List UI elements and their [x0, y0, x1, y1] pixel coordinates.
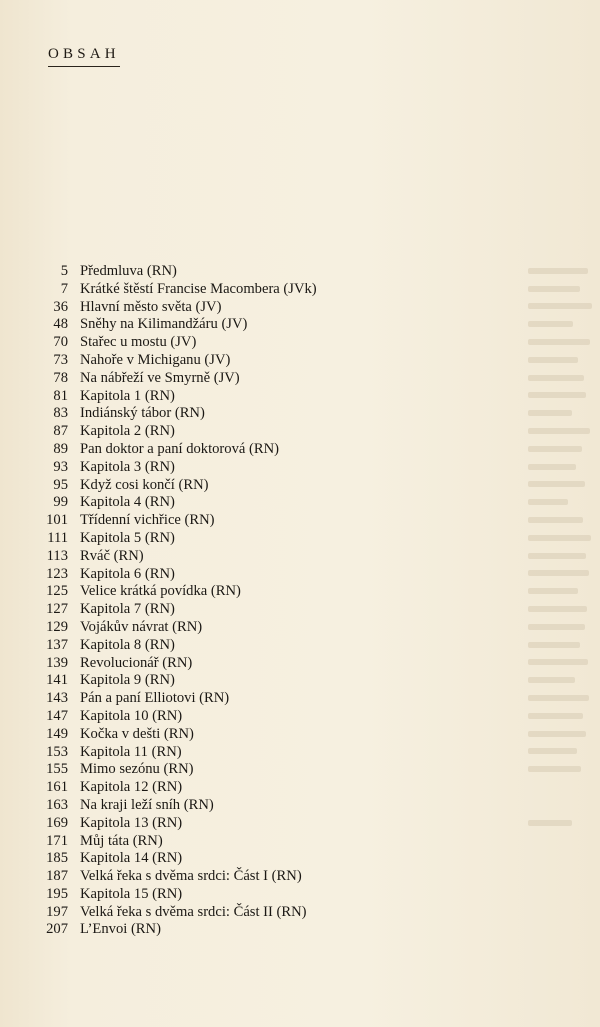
- toc-page-number: 113: [46, 547, 68, 564]
- bleed-through-line: [528, 832, 600, 850]
- bleed-through-line: [528, 298, 600, 316]
- bleed-through-line: [528, 885, 600, 903]
- toc-entry: [30, 672, 450, 690]
- toc-entry: [30, 316, 450, 334]
- toc-entry: [30, 566, 450, 584]
- toc-entry-title: Na kraji leží sníh (RN): [80, 796, 214, 813]
- toc-page-number: 78: [53, 369, 68, 386]
- toc-page-number: 169: [46, 814, 68, 831]
- toc-entry: [30, 868, 450, 886]
- toc-entry-title: Kapitola 12 (RN): [80, 779, 183, 796]
- bleed-through-line: [528, 333, 600, 351]
- toc-page-number: 111: [47, 529, 68, 546]
- toc-entry-title: Hlavní město světa (JV): [80, 298, 222, 315]
- toc-page-number: 7: [60, 280, 68, 297]
- toc-entry-title: Kapitola 7 (RN): [80, 601, 175, 618]
- toc-entry-title: Rváč (RN): [80, 547, 144, 564]
- toc-page-number: 73: [53, 351, 68, 368]
- toc-entry: [30, 619, 450, 637]
- toc-entry-title: Indiánský tábor (RN): [80, 405, 205, 422]
- bleed-through-text: [528, 262, 600, 938]
- toc-entry: [30, 601, 450, 619]
- toc-page-number: 137: [46, 636, 68, 653]
- toc-entry: [30, 423, 450, 441]
- bleed-through-line: [528, 404, 600, 422]
- bleed-through-line: [528, 440, 600, 458]
- toc-entry: [30, 459, 450, 477]
- toc-entry-title: Pan doktor a paní doktorová (RN): [80, 440, 280, 457]
- bleed-through-line: [528, 778, 600, 796]
- toc-entry: [30, 334, 450, 352]
- toc-page-number: 141: [46, 672, 68, 689]
- bleed-through-line: [528, 262, 600, 280]
- toc-page-number: 129: [46, 618, 68, 635]
- toc-page-number: 127: [46, 601, 68, 618]
- toc-entry-title: Kapitola 6 (RN): [80, 565, 175, 582]
- toc-page-number: 185: [46, 850, 68, 867]
- toc-entry: [30, 281, 450, 299]
- bleed-through-line: [528, 636, 600, 654]
- toc-entry-title: Kapitola 15 (RN): [80, 885, 183, 902]
- toc-entry: [30, 352, 450, 370]
- toc-page-number: 147: [46, 707, 68, 724]
- bleed-through-line: [528, 387, 600, 405]
- toc-entry-title: Krátké štěstí Francise Macombera (JVk): [80, 280, 317, 297]
- toc-entry-title: Mimo sezónu (RN): [80, 761, 194, 778]
- toc-page-number: 70: [53, 334, 68, 351]
- bleed-through-line: [528, 654, 600, 672]
- bleed-through-line: [528, 671, 600, 689]
- toc-entry: [30, 405, 450, 423]
- toc-entry-title: Kapitola 5 (RN): [80, 529, 175, 546]
- toc-page-number: 48: [53, 316, 68, 333]
- toc-entry: [30, 779, 450, 797]
- toc-entry-title: Velice krátká povídka (RN): [80, 583, 241, 600]
- toc-page-number: 89: [53, 440, 68, 457]
- toc-entry: [30, 708, 450, 726]
- page-title: OBSAH: [48, 46, 120, 67]
- toc-entry: [30, 815, 450, 833]
- toc-entry-title: Revolucionář (RN): [80, 654, 193, 671]
- toc-page-number: 155: [46, 761, 68, 778]
- toc-entry: [30, 921, 450, 939]
- toc-entry: [30, 850, 450, 868]
- toc-entry: [30, 744, 450, 762]
- toc-entry-title: Kapitola 2 (RN): [80, 423, 175, 440]
- toc-entry-title: Stařec u mostu (JV): [80, 334, 197, 351]
- toc-entry-title: L’Envoi (RN): [80, 921, 161, 938]
- bleed-through-line: [528, 493, 600, 511]
- bleed-through-line: [528, 476, 600, 494]
- bleed-through-line: [528, 458, 600, 476]
- toc-entry-title: Kapitola 10 (RN): [80, 707, 183, 724]
- bleed-through-line: [528, 707, 600, 725]
- toc-entry-title: Kapitola 11 (RN): [80, 743, 182, 760]
- toc-entry-title: Když cosi končí (RN): [80, 476, 209, 493]
- bleed-through-line: [528, 760, 600, 778]
- toc-entry: [30, 441, 450, 459]
- bleed-through-line: [528, 743, 600, 761]
- toc-entry-title: Kapitola 13 (RN): [80, 814, 183, 831]
- toc-page-number: 187: [46, 868, 68, 885]
- toc-page-number: 153: [46, 743, 68, 760]
- bleed-through-line: [528, 867, 600, 885]
- bleed-through-line: [528, 903, 600, 921]
- toc-page-number: 101: [46, 512, 68, 529]
- toc-entry: [30, 655, 450, 673]
- toc-page-number: 171: [46, 832, 68, 849]
- toc-page-number: 125: [46, 583, 68, 600]
- toc-entry-title: Sněhy na Kilimandžáru (JV): [80, 316, 248, 333]
- toc-entry-title: Kapitola 14 (RN): [80, 850, 183, 867]
- bleed-through-line: [528, 849, 600, 867]
- toc-entry-title: Kapitola 8 (RN): [80, 636, 175, 653]
- toc-entry-title: Předmluva (RN): [80, 263, 177, 279]
- toc-entry: [30, 797, 450, 815]
- toc-entry-title: Kočka v dešti (RN): [80, 725, 194, 742]
- bleed-through-line: [528, 565, 600, 583]
- bleed-through-line: [528, 618, 600, 636]
- toc-page-number: 163: [46, 796, 68, 813]
- toc-page-number: 81: [53, 387, 68, 404]
- toc-entry: [30, 690, 450, 708]
- toc-page-number: 207: [46, 921, 68, 938]
- toc-page-number: 143: [46, 690, 68, 707]
- bleed-through-line: [528, 511, 600, 529]
- bleed-through-line: [528, 547, 600, 565]
- toc-page-number: 87: [53, 423, 68, 440]
- toc-entry: [30, 512, 450, 530]
- toc-entry-title: Kapitola 4 (RN): [80, 494, 175, 511]
- bleed-through-line: [528, 422, 600, 440]
- toc-page-number: 5: [60, 263, 68, 279]
- toc-entry-title: Kapitola 9 (RN): [80, 672, 175, 689]
- toc-entry-title: Velká řeka s dvěma srdci: Část II (RN): [80, 903, 307, 920]
- toc-page-number: 195: [46, 885, 68, 902]
- toc-entry: [30, 833, 450, 851]
- toc-entry: [30, 263, 450, 281]
- bleed-through-line: [528, 582, 600, 600]
- toc-entry: [30, 370, 450, 388]
- toc-entry-title: Velká řeka s dvěma srdci: Část I (RN): [80, 868, 302, 885]
- toc-entry: [30, 886, 450, 904]
- toc-page-number: 36: [53, 298, 68, 315]
- toc-entry: [30, 299, 450, 317]
- toc-entry-title: Vojákův návrat (RN): [80, 618, 203, 635]
- toc-entry: [30, 761, 450, 779]
- toc-page-number: 123: [46, 565, 68, 582]
- toc-entry: [30, 583, 450, 601]
- bleed-through-line: [528, 920, 600, 938]
- bleed-through-line: [528, 725, 600, 743]
- toc-page-number: 95: [53, 476, 68, 493]
- toc-entry-title: Kapitola 1 (RN): [80, 387, 175, 404]
- toc-page-number: 93: [53, 458, 68, 475]
- toc-entry-title: Můj táta (RN): [80, 832, 163, 849]
- table-of-contents: [30, 263, 450, 939]
- toc-entry: [30, 530, 450, 548]
- toc-entry-title: Pán a paní Elliotovi (RN): [80, 690, 230, 707]
- toc-page-number: 197: [46, 903, 68, 920]
- toc-entry-title: Třídenní vichřice (RN): [80, 512, 215, 529]
- toc-entry: [30, 477, 450, 495]
- toc-entry: [30, 494, 450, 512]
- bleed-through-line: [528, 351, 600, 369]
- toc-entry-title: Na nábřeží ve Smyrně (JV): [80, 369, 240, 386]
- toc-entry: [30, 904, 450, 922]
- toc-entry-title: Nahoře v Michiganu (JV): [80, 351, 231, 368]
- toc-entry: [30, 388, 450, 406]
- toc-page-number: 149: [46, 725, 68, 742]
- toc-page-number: 161: [46, 779, 68, 796]
- toc-entry: [30, 637, 450, 655]
- bleed-through-line: [528, 796, 600, 814]
- toc-page-number: 139: [46, 654, 68, 671]
- bleed-through-line: [528, 369, 600, 387]
- bleed-through-line: [528, 600, 600, 618]
- toc-page-number: 83: [53, 405, 68, 422]
- bleed-through-line: [528, 529, 600, 547]
- toc-entry: [30, 548, 450, 566]
- bleed-through-line: [528, 315, 600, 333]
- bleed-through-line: [528, 280, 600, 298]
- bleed-through-line: [528, 814, 600, 832]
- toc-page-number: 99: [53, 494, 68, 511]
- bleed-through-line: [528, 689, 600, 707]
- toc-entry-title: Kapitola 3 (RN): [80, 458, 175, 475]
- toc-entry: [30, 726, 450, 744]
